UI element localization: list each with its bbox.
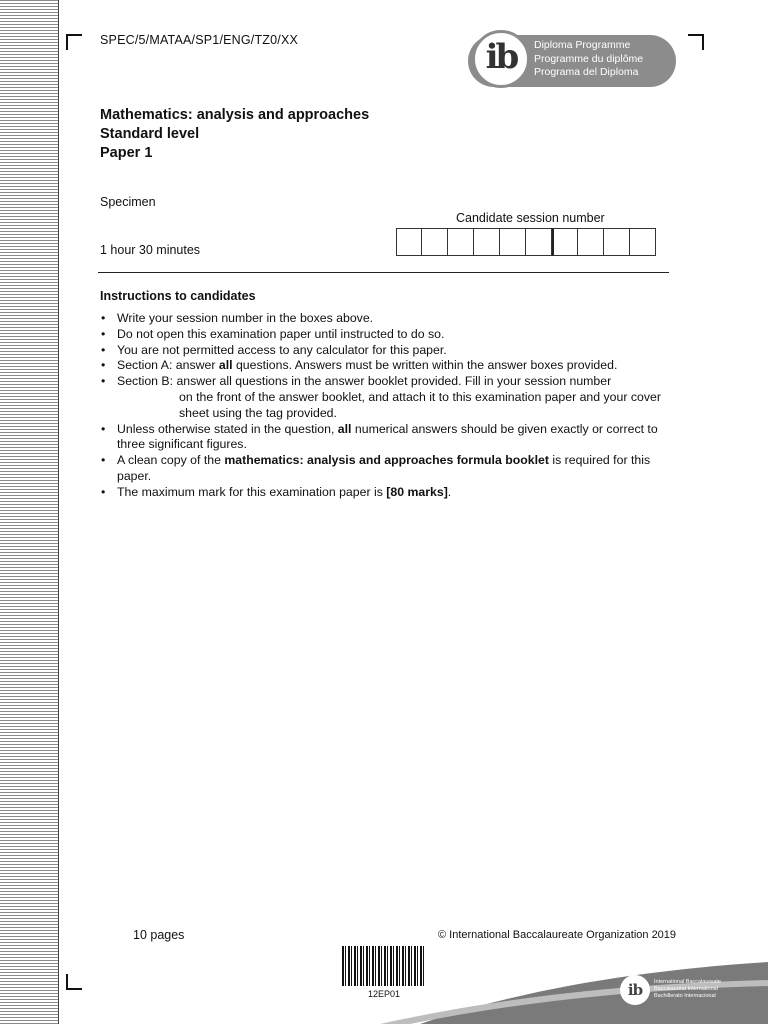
instructions-list [100,311,670,501]
barcode [342,946,426,986]
paper-title [100,106,369,163]
crop-mark-top-left [66,34,82,50]
footer-logo-text: International Baccalaureate Baccalauréat International Bachillerato Internacional [654,979,721,999]
bullet-icon: • [101,374,106,389]
bullet-icon: • [101,484,106,499]
specimen-label: Specimen [100,195,156,209]
session-digit-box[interactable] [396,228,422,256]
instruction-item: • A clean copy of the mathematics: analysis and approaches formula booklet is required for this paper. [101,453,651,483]
page-count: 10 pages [133,928,185,942]
instruction-item: • Write your session number in the boxes above. [101,311,374,325]
ib-footer-mark-icon: ib [620,975,650,1005]
session-digit-box[interactable] [526,228,552,256]
candidate-session-boxes [396,228,656,256]
session-digit-box[interactable] [500,228,526,256]
logo-text: Diploma Programme Programme du diplôme Programa del Diploma [534,39,644,78]
instruction-item: • You are not permitted access to any calculator for this paper. [101,342,447,357]
paper-code: SPEC/5/MATAA/SP1/ENG/TZ0/XX [100,33,299,47]
instruction-item: • Unless otherwise stated in the question, all numerical answers should be given exactly or correct to three significant figures. [101,421,658,452]
paper-number: Paper 1 [100,145,153,161]
candidate-session-label: Candidate session number [456,211,605,225]
ib-diploma-logo [468,33,676,89]
bullet-icon: • [101,342,106,357]
bullet-icon: • [101,453,106,468]
instructions-heading: Instructions to candidates [100,289,256,303]
barcode-number: 12EP01 [367,989,401,999]
session-digit-box[interactable] [604,228,630,256]
session-digit-box[interactable] [578,228,604,256]
perforated-margin [0,0,59,1024]
session-digit-box[interactable] [448,228,474,256]
instruction-item: • Do not open this examination paper until instructed to do so. [101,326,445,341]
session-digit-box[interactable] [630,228,656,256]
instruction-item: • Section A: answer all questions. Answers must be written within the answer boxes provided. [101,358,618,373]
instruction-item: • The maximum mark for this examination paper is [80 marks]. [101,484,452,499]
bullet-icon: • [101,358,106,373]
duration-label: 1 hour 30 minutes [100,243,201,257]
ib-mark-icon: ib [472,30,530,88]
instruction-item: • Section B: answer all questions in the answer booklet provided. Fill in your session number on the front of the answer booklet, and attach it to this examination paper and your cover sheet using the tag provided. [101,374,661,420]
level-title: Standard level [100,126,200,142]
session-digit-box[interactable] [552,228,578,256]
session-digit-box[interactable] [422,228,448,256]
bullet-icon: • [101,421,106,436]
copyright-notice: © International Baccalaureate Organization 2019 [438,929,677,941]
crop-mark-bottom-left [66,974,82,990]
session-digit-box[interactable] [474,228,500,256]
bullet-icon: • [101,326,106,341]
bullet-icon: • [101,311,106,325]
subject-title: Mathematics: analysis and approaches [100,107,370,123]
divider [98,272,669,273]
crop-mark-top-right [688,34,704,50]
